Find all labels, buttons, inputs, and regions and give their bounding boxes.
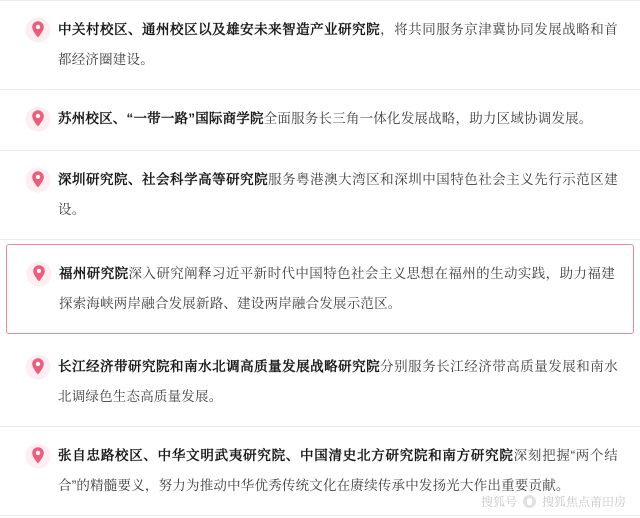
list-item — [0, 90, 640, 151]
location-pin-icon — [26, 261, 52, 291]
pin-wrapper — [18, 352, 58, 384]
location-pin-icon — [25, 354, 51, 384]
list-item — [0, 0, 640, 90]
watermark-label-right: 搜狐焦点莆田房 — [541, 495, 626, 509]
list-item — [6, 244, 634, 334]
location-pin-icon — [25, 106, 51, 136]
list-item-body: ，将共同服务京津冀协同发展战略和首都经济圈建设。 — [58, 22, 618, 67]
watermark-label-left: 搜狐号 — [480, 495, 517, 509]
list-item — [0, 151, 640, 240]
list-item-title: 福州研究院 — [59, 266, 129, 281]
sohu-logo-mark — [523, 495, 536, 508]
list-item-body: 全面服务长三角一体化发展战略，助力区域协调发展。 — [263, 111, 593, 126]
list-item-text — [58, 104, 618, 134]
list-item-title: 中关村校区、通州校区以及雄安未来智造产业研究院 — [58, 22, 381, 37]
list-item-body: 深入研究阐释习近平新时代中国特色社会主义思想在福州的生动实践，助力福建探索海峡两岸融合发展新路、建设两岸融合发展示范区。 — [59, 266, 616, 311]
list-item-body: 分别服务长江经济带高质量发展和南水北调绿色生态高质量发展。 — [58, 359, 618, 404]
list-item-body: 服务粤港澳大湾区和深圳中国特色社会主义先行示范区建设。 — [58, 172, 619, 217]
list-item-title: 深圳研究院、社会科学高等研究院 — [58, 172, 269, 187]
location-pin-icon — [25, 443, 51, 473]
sohu-logo-icon — [523, 495, 536, 508]
list-item — [0, 338, 640, 427]
list-item-text — [58, 165, 618, 225]
pin-wrapper — [18, 15, 58, 47]
watermark — [481, 493, 626, 510]
list-item-text — [59, 259, 615, 319]
list-item-title: 苏州校区、“一带一路”国际商学院 — [58, 111, 264, 126]
list-item-text — [58, 352, 618, 412]
list-item-text — [58, 15, 618, 75]
pin-wrapper — [18, 441, 58, 473]
list-item-title: 长江经济带研究院和南水北调高质量发展战略研究院 — [58, 359, 381, 374]
list-item-title: 张自忠路校区、中华文明武夷研究院、中国清史北方研究院和南方研究院 — [58, 448, 514, 463]
location-pin-icon — [25, 167, 51, 197]
location-pin-icon — [25, 17, 51, 47]
list-item-body: 深刻把握“两个结合”的精髓要义，努力为推动中华优秀传统文化在赓续传承中发扬光大作出重要贡献。 — [58, 448, 618, 493]
list-item-text — [58, 441, 618, 501]
pin-wrapper — [18, 165, 58, 197]
pin-wrapper — [18, 104, 58, 136]
pin-wrapper — [19, 259, 59, 291]
